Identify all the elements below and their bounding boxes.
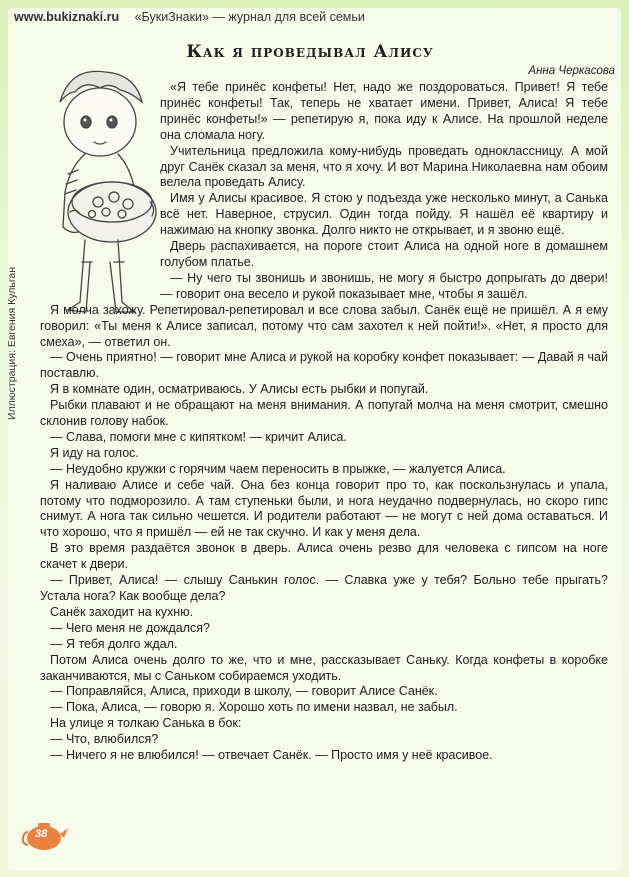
- paragraph: — Что, влюбился?: [50, 732, 159, 747]
- article-title: Как я проведывал Алису: [186, 42, 434, 62]
- paragraph: Санёк заходит на кухню.: [50, 604, 194, 619]
- paragraph: Я в комнате один, осматриваюсь. У Алисы есть рыбки и попугай.: [50, 382, 429, 397]
- paragraph: Я иду на голос.: [50, 445, 139, 460]
- paragraph: — Очень приятно! — говорит мне Алиса и рукой на коробку конфет показывает: — Давай я чай поставлю.: [40, 350, 608, 381]
- paragraph: Дверь распахивается, на пороге стоит Алиса на одной ноге в домашнем голубом платье.: [160, 239, 608, 269]
- page-number: 38: [35, 828, 48, 840]
- paragraph: — Ну чего ты звонишь и звонишь, не могу я быстро допрыгать до двери! — говорит она весело и рукой показывает мне, чтобы я зашёл.: [160, 270, 608, 301]
- paragraph: Учительница предложила кому-нибудь проведать одноклассницу. А мой друг Санёк сказал за меня, что я хочу. И вот Марина Николаевна нам обоим велела проведать Алису.: [160, 143, 608, 190]
- paragraph: — Слава, помоги мне с кипятком! — кричит Алиса.: [50, 429, 347, 444]
- paragraph: — Я тебя долго ждал.: [50, 636, 178, 651]
- article-body: [40, 80, 608, 764]
- article-author: Анна Черкасова: [528, 65, 615, 77]
- paragraph: Имя у Алисы красивое. Я стою у подъезда уже несколько минут, а Санька всё нет. Наверное, струсил. Один тогда пойду. Я нашёл её квартиру и нажимаю на кнопку звонка. Долго никто не открывает, и я звоню ещё.: [160, 191, 608, 238]
- paragraph: В это время раздаётся звонок в дверь. Алиса очень резво для человека с гипсом на ноге скачет к двери.: [40, 541, 608, 572]
- paragraph: — Чего меня не дождался?: [50, 620, 210, 635]
- illustration-credit-text: Иллюстрация: Евгения Кульган: [6, 266, 18, 420]
- illustration-credit: [6, 180, 26, 420]
- paragraph: На улице я толкаю Санька в бок:: [50, 716, 242, 731]
- paragraph: Я наливаю Алисе и себе чай. Она без конца говорит про то, как поскользнулась и упала, потому что подморозило. А там ступеньки были, и нога неудачно подвернулась, но скоро гипс снимут. А нога так сильно чешется. И родители работают — не могут с ней дома оставаться. И что хорошо, что я пришёл — ей не так скучно. И как у меня дела.: [40, 477, 608, 540]
- paragraph: Рыбки плавают и не обращают на меня внимания. А попугай молча на меня смотрит, смешно склонив голову набок.: [40, 398, 608, 429]
- paragraph: — Ничего я не влюбился! — отвечает Санёк. — Просто имя у неё красивое.: [50, 748, 493, 763]
- header: [14, 10, 365, 24]
- paragraph: — Неудобно кружки с горячим чаем переносить в прыжке, — жалуется Алиса.: [50, 461, 506, 476]
- paragraph: — Пока, Алиса, — говорю я. Хорошо хоть по имени назвал, не забыл.: [50, 700, 458, 715]
- paragraph: Потом Алиса очень долго то же, что и мне, рассказывает Саньку. Когда конфеты в коробке заканчиваются, мы с Саньком собираемся уходить.: [40, 652, 608, 683]
- paragraph: Я молча захожу. Репетировал-репетировал и все слова забыл. Санёк ещё не пришёл. А я ему говорил: «Ты меня к Алисе записал, потому что сам захотел к ней пойти!». «Нет, я просто для смеха», — ответил он.: [40, 302, 608, 349]
- site-link[interactable]: www.bukiznaki.ru: [14, 10, 120, 24]
- paragraph: «Я тебе принёс конфеты! Нет, надо же поздороваться. Привет! Я тебе принёс конфеты! Так, теперь не хватает имени. Привет, Алиса! Я тебе принёс конфеты!» — репетирую я, пока иду к Алисе. На прошлой неделе она сломала ногу.: [160, 80, 608, 142]
- magazine-tagline: «БукиЗнаки» — журнал для всей семьи: [134, 10, 365, 24]
- paragraph: — Поправляйся, Алиса, приходи в школу, — говорит Алисе Санёк.: [50, 684, 438, 699]
- paragraph: — Привет, Алиса! — слышу Санькин голос. — Славка уже у тебя? Больно тебе прыгать? Устала нога? Как вообще дела?: [40, 573, 608, 603]
